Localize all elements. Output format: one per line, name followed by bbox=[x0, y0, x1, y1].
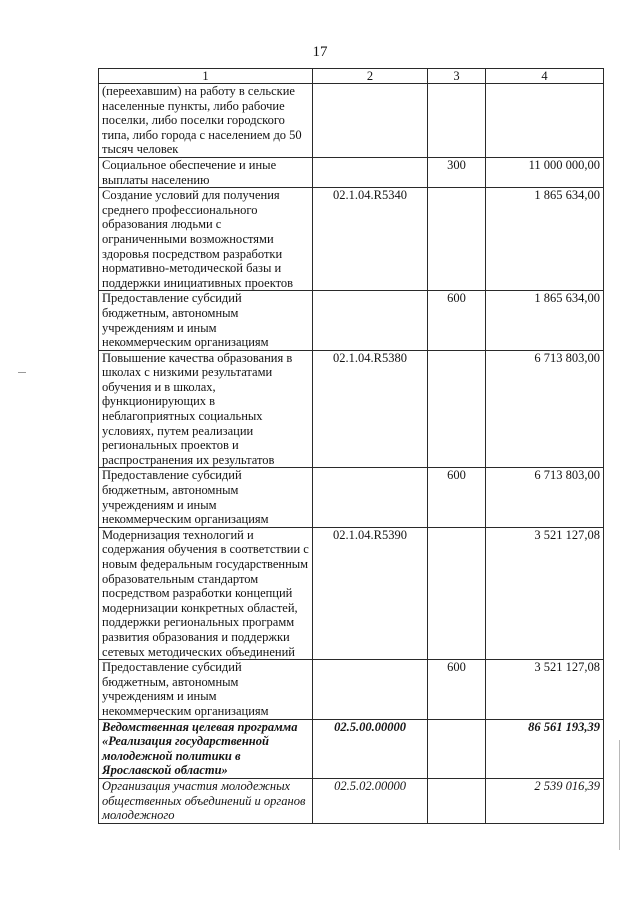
row-amount: 6 713 803,00 bbox=[486, 468, 604, 527]
row-target-code: 02.5.00.00000 bbox=[313, 719, 428, 778]
row-name: Предоставление субсидий бюджетным, автономным учреждениям и иным некоммерческим организациям bbox=[99, 291, 313, 350]
row-name: Предоставление субсидий бюджетным, автономным учреждениям и иным некоммерческим организациям bbox=[99, 660, 313, 719]
row-amount: 3 521 127,08 bbox=[486, 660, 604, 719]
table-row bbox=[99, 157, 604, 187]
row-expense-type bbox=[428, 719, 486, 778]
table-row bbox=[99, 778, 604, 823]
table-row bbox=[99, 660, 604, 719]
column-header-3: 3 bbox=[428, 69, 486, 84]
row-target-code: 02.1.04.R5380 bbox=[313, 350, 428, 468]
table-row bbox=[99, 527, 604, 659]
row-name: (переехавшим) на работу в сельские населенные пункты, либо рабочие поселки, либо поселки городского типа, либо города с населением до 50 тысяч человек bbox=[99, 84, 313, 158]
row-name: Создание условий для получения среднего профессионального образования людьми с ограниченными возможностями здоровья посредством разработки нормативно-методической базы и поддержки инициативных проектов bbox=[99, 188, 313, 291]
row-target-code: 02.1.04.R5340 bbox=[313, 188, 428, 291]
row-target-code bbox=[313, 157, 428, 187]
row-amount: 6 713 803,00 bbox=[486, 350, 604, 468]
row-name: Организация участия молодежных общественных объединений и органов молодежного bbox=[99, 778, 313, 823]
row-target-code bbox=[313, 84, 428, 158]
budget-table bbox=[98, 68, 604, 824]
row-expense-type bbox=[428, 778, 486, 823]
row-name: Предоставление субсидий бюджетным, автономным учреждениям и иным некоммерческим организациям bbox=[99, 468, 313, 527]
row-expense-type: 600 bbox=[428, 468, 486, 527]
column-header-4: 4 bbox=[486, 69, 604, 84]
table-row bbox=[99, 291, 604, 350]
scan-margin-tick bbox=[18, 372, 26, 373]
column-header-1: 1 bbox=[99, 69, 313, 84]
row-expense-type: 300 bbox=[428, 157, 486, 187]
row-target-code bbox=[313, 291, 428, 350]
scan-margin-line bbox=[619, 740, 620, 850]
table-row bbox=[99, 468, 604, 527]
row-name: Социальное обеспечение и иные выплаты населению bbox=[99, 157, 313, 187]
row-expense-type: 600 bbox=[428, 660, 486, 719]
row-amount: 86 561 193,39 bbox=[486, 719, 604, 778]
table-header-row bbox=[99, 69, 604, 84]
table-row bbox=[99, 188, 604, 291]
table-row bbox=[99, 350, 604, 468]
row-target-code: 02.1.04.R5390 bbox=[313, 527, 428, 659]
row-amount: 2 539 016,39 bbox=[486, 778, 604, 823]
row-amount bbox=[486, 84, 604, 158]
row-name: Ведомственная целевая программа «Реализация государственной молодежной политики в Ярославской области» bbox=[99, 719, 313, 778]
row-target-code: 02.5.02.00000 bbox=[313, 778, 428, 823]
column-header-2: 2 bbox=[313, 69, 428, 84]
row-expense-type bbox=[428, 188, 486, 291]
row-name: Модернизация технологий и содержания обучения в соответствии с новым федеральным государственным образовательным стандартом посредством разработки концепций модернизации конкретных областей, поддержки региональных программ развития образования и поддержки сетевых методических объединений bbox=[99, 527, 313, 659]
row-target-code bbox=[313, 660, 428, 719]
row-amount: 11 000 000,00 bbox=[486, 157, 604, 187]
row-expense-type bbox=[428, 527, 486, 659]
row-amount: 1 865 634,00 bbox=[486, 291, 604, 350]
row-amount: 1 865 634,00 bbox=[486, 188, 604, 291]
table-row bbox=[99, 84, 604, 158]
row-expense-type bbox=[428, 84, 486, 158]
row-amount: 3 521 127,08 bbox=[486, 527, 604, 659]
page-number: 17 bbox=[312, 44, 328, 60]
row-expense-type: 600 bbox=[428, 291, 486, 350]
row-target-code bbox=[313, 468, 428, 527]
row-expense-type bbox=[428, 350, 486, 468]
table-row bbox=[99, 719, 604, 778]
row-name: Повышение качества образования в школах с низкими результатами обучения и в школах, функционирующих в неблагоприятных социальных условиях, путем реализации региональных проектов и распространения их результатов bbox=[99, 350, 313, 468]
